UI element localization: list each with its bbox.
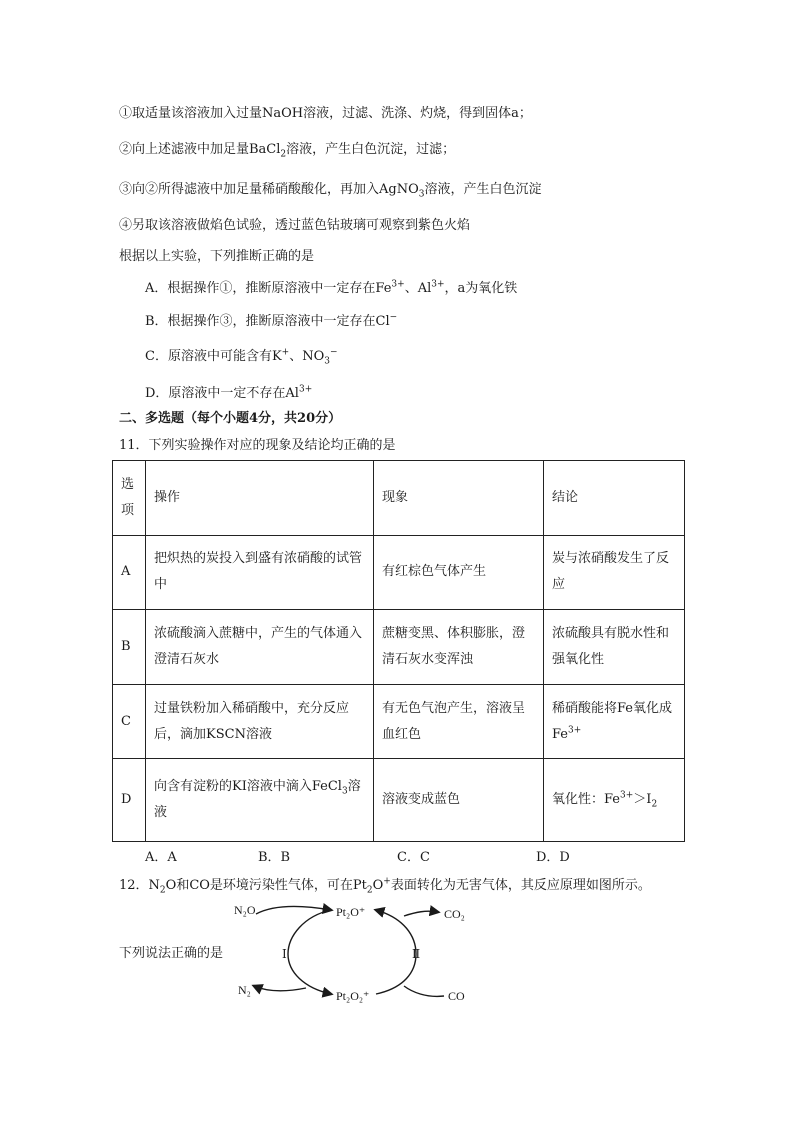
arrow-from-co [404, 986, 444, 996]
row-conclusion: 炭与浓硝酸发生了反应 [544, 535, 685, 610]
label-co2: CO₂ [444, 907, 465, 921]
q11-choice-b[interactable]: B．B [258, 850, 291, 865]
table-row [113, 684, 685, 759]
q10-prompt: 根据以上实验，下列推断正确的是 [119, 249, 315, 264]
row-option: B [113, 610, 146, 685]
row-operation: 过量铁粉加入稀硝酸中，充分反应后，滴加KSCN溶液 [146, 684, 374, 759]
q11-table [112, 460, 685, 842]
q10-option-d[interactable]: D．原溶液中一定不存在$Al^{3+}$ [145, 384, 313, 401]
table-row [113, 535, 685, 610]
q12-prompt: 下列说法正确的是 [119, 946, 224, 961]
row-conclusion: 浓硫酸具有脱水性和强氧化性 [544, 610, 685, 685]
table-header-row [113, 461, 685, 536]
row-operation: 向含有淀粉的KI溶液中滴入FeCl$_3$溶液 [146, 759, 374, 842]
q11-prompt: 11．下列实验操作对应的现象及结论均正确的是 [119, 438, 396, 453]
q12-stem: 12．$N_2O$和CO是环境污染性气体，可在$Pt_2O^+$表面转化为无害气体，其反应原理如图所示。 [119, 876, 651, 896]
row-phenomenon: 溶液变成蓝色 [374, 759, 544, 842]
label-n2: N₂ [238, 983, 251, 997]
q10-option-b[interactable]: B．根据操作③，推断原溶液中一定存在Cl− [145, 312, 398, 329]
row-option: D [113, 759, 146, 842]
row-phenomenon: 蔗糖变黑、体积膨胀，澄清石灰水变浑浊 [374, 610, 544, 685]
label-pt2o2: Pt₂O₂⁺ [336, 989, 370, 1003]
table-row [113, 610, 685, 685]
step-1: ①取适量该溶液加入过量NaOH溶液，过滤、洗涤、灼烧，得到固体a； [119, 106, 532, 121]
row-conclusion: 氧化性：$Fe^{3+}>I_2$ [544, 759, 685, 842]
arrow-to-co2 [404, 911, 438, 916]
row-operation: 把炽热的炭投入到盛有浓硝酸的试管中 [146, 535, 374, 610]
row-option: A [113, 535, 146, 610]
step-3: ③向②所得滤液中加足量稀硝酸酸化，再加入AgNO$_3$溶液，产生白色沉淀 [119, 182, 542, 200]
q10-option-c[interactable]: C．原溶液中可能含有K+、$NO_3^-$ [145, 347, 338, 367]
step-2: ②向上述滤液中加足量BaCl$_2$溶液，产生白色沉淀，过滤； [119, 142, 456, 160]
q11-choice-a[interactable]: A．A [145, 850, 177, 865]
reaction-cycle-diagram [226, 896, 486, 1011]
q11-choice-d[interactable]: D．D [536, 850, 570, 865]
arrow-cycle-I [288, 910, 331, 994]
step-4: ④另取该溶液做焰色试验，透过蓝色钴玻璃可观察到紫色火焰 [119, 218, 471, 233]
label-n2o: N₂O [234, 903, 256, 917]
table-row [113, 759, 685, 842]
header-phenomenon: 现象 [374, 461, 544, 536]
header-option: 选项 [113, 461, 146, 536]
header-conclusion: 结论 [544, 461, 685, 536]
label-II: Ⅱ [412, 947, 421, 961]
q11-choice-c[interactable]: C．C [397, 850, 430, 865]
row-operation: 浓硫酸滴入蔗糖中，产生的气体通入澄清石灰水 [146, 610, 374, 685]
section-title: 二、多选题（每个小题4分，共20分） [119, 411, 342, 426]
arrow-cycle-II [376, 910, 416, 994]
row-phenomenon: 有无色气泡产生，溶液呈血红色 [374, 684, 544, 759]
row-conclusion: 稀硝酸能将Fe氧化成$Fe^{3+}$ [544, 684, 685, 759]
q10-option-a[interactable]: A．根据操作①，推断原溶液中一定存在$Fe^{3+}$、$Al^{3+}$，a为氧化铁 [145, 279, 518, 296]
label-co: CO [448, 989, 465, 1003]
row-option: C [113, 684, 146, 759]
label-pt2o: Pt₂O⁺ [336, 905, 366, 919]
header-operation: 操作 [146, 461, 374, 536]
arrow-to-n2 [254, 986, 306, 991]
row-phenomenon: 有红棕色气体产生 [374, 535, 544, 610]
label-I: Ⅰ [282, 947, 287, 961]
